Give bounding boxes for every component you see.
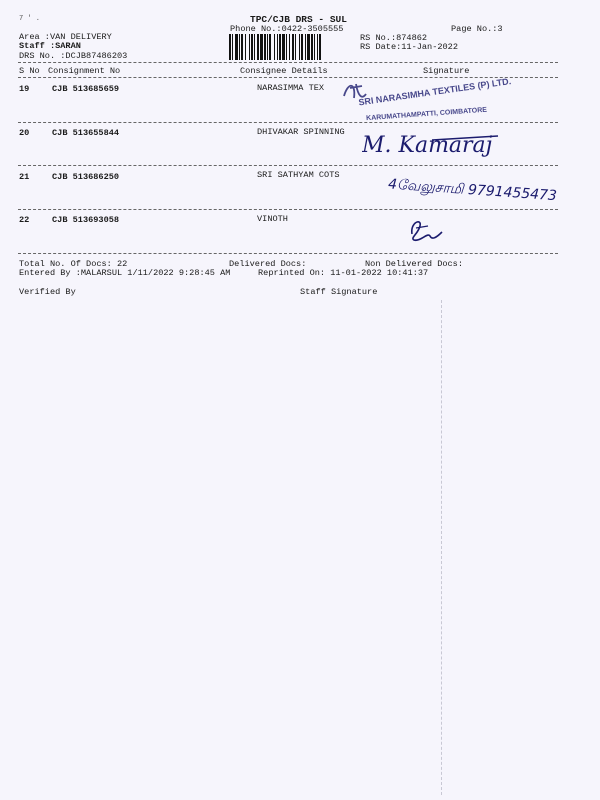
rs-number: RS No.:874862: [360, 33, 428, 43]
row-sno: 21: [19, 172, 30, 182]
row-consignee: DHIVAKAR SPINNING: [257, 127, 345, 137]
page-number: Page No.:3: [451, 24, 503, 34]
row-consignment: CJB 513655844: [52, 128, 120, 138]
divider: [18, 253, 558, 254]
staff-signature: Staff Signature: [300, 287, 378, 297]
handwritten-note: [388, 176, 568, 209]
divider: [18, 165, 558, 166]
svg-text:M. Kamaraj: M. Kamaraj: [362, 133, 493, 158]
col-consignment: Consignment No: [48, 66, 121, 76]
handwritten-initial: [406, 216, 446, 249]
reprinted-on: Reprinted On: 11-01-2022 10:41:37: [258, 268, 429, 278]
svg-text:SRI NARASIMHA TEXTILES (P) LTD: SRI NARASIMHA TEXTILES (P) LTD.: [357, 76, 512, 108]
row-sno: 19: [19, 84, 30, 94]
barcode: [229, 34, 355, 60]
col-signature: Signature: [423, 66, 470, 76]
divider: [18, 209, 558, 210]
company-stamp: [336, 74, 516, 124]
row-consignee: VINOTH: [257, 214, 288, 224]
non-delivered-docs: Non Delivered Docs:: [365, 259, 463, 269]
rs-date: RS Date:11-Jan-2022: [360, 42, 458, 52]
row-consignment: CJB 513686250: [52, 172, 120, 182]
page-title: TPC/CJB DRS - SUL: [250, 14, 347, 25]
entered-by: Entered By :MALARSUL 1/11/2022 9:28:45 AM: [19, 268, 231, 278]
col-sno: S No: [19, 66, 40, 76]
row-consignment: CJB 513685659: [52, 84, 120, 94]
phone-number: Phone No.:0422-3505555: [230, 24, 344, 34]
area-label: Area :VAN DELIVERY: [19, 32, 112, 42]
total-docs: Total No. Of Docs: 22: [19, 259, 128, 269]
row-consignee: SRI SATHYAM COTS: [257, 170, 340, 180]
stamp-graphic: [336, 74, 516, 124]
drs-number: DRS No. :DCJB87486203: [19, 51, 128, 61]
staff-label: Staff :SARAN: [19, 41, 81, 51]
col-consignee: Consignee Details: [240, 66, 328, 76]
svg-text:4வேலுசாமி 9791455473: 4வேலுசாமி 9791455473: [388, 176, 558, 204]
row-consignment: CJB 513693058: [52, 215, 120, 225]
verified-by: Verified By: [19, 287, 76, 297]
row-sno: 22: [19, 215, 30, 225]
corner-marks: 7 ' .: [19, 15, 41, 23]
delivered-docs: Delivered Docs:: [229, 259, 307, 269]
handwritten-signature: [362, 130, 502, 165]
row-sno: 20: [19, 128, 30, 138]
svg-text:KARUMATHAMPATTI, COIMBATORE: KARUMATHAMPATTI, COIMBATORE: [365, 106, 488, 123]
divider: [18, 62, 558, 63]
scan-artifact: [441, 300, 442, 795]
row-consignee: NARASIMMA TEX: [257, 83, 325, 93]
